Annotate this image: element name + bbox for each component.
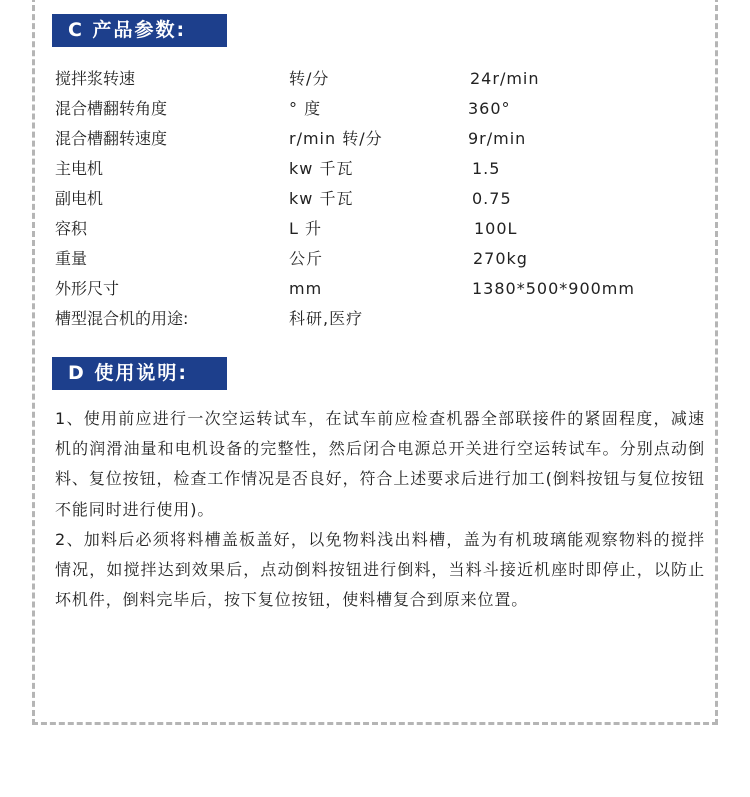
param-row xyxy=(55,274,705,304)
param-row xyxy=(55,304,705,334)
param-unit: ° 度 xyxy=(289,99,322,118)
section-title-instructions: D 使用说明: xyxy=(52,357,227,390)
param-name: 外形尺寸 xyxy=(55,279,120,298)
param-value: 9r/min xyxy=(468,129,527,148)
param-row xyxy=(55,94,705,124)
param-row xyxy=(55,154,705,184)
param-row xyxy=(55,184,705,214)
param-unit: mm xyxy=(289,279,323,298)
param-unit: L 升 xyxy=(289,219,323,238)
instructions-text xyxy=(55,404,705,615)
param-value: 270kg xyxy=(473,249,528,268)
section-title-params: C 产品参数: xyxy=(52,14,227,47)
param-value: 24r/min xyxy=(470,69,540,88)
params-table xyxy=(55,64,705,334)
param-value: 100L xyxy=(474,219,518,238)
param-name: 重量 xyxy=(55,249,88,268)
param-unit: 科研,医疗 xyxy=(289,309,364,328)
param-name: 主电机 xyxy=(55,159,104,178)
param-value: 0.75 xyxy=(472,189,512,208)
instruction-paragraph-1: 1、使用前应进行一次空运转试车，在试车前应检查机器全部联接件的紧固程度，减速机的润滑油量和电机设备的完整性，然后闭合电源总开关进行空运转试车。分别点动倒料、复位按钮，检查工作情况是否良好，符合上述要求后进行加工(倒料按钮与复位按钮不能同时进行使用)。 xyxy=(55,409,705,519)
param-name: 槽型混合机的用途: xyxy=(55,309,189,328)
param-row xyxy=(55,244,705,274)
param-name: 副电机 xyxy=(55,189,104,208)
param-row xyxy=(55,214,705,244)
instruction-paragraph-2: 2、加料后必须将料槽盖板盖好，以免物料浅出料槽，盖为有机玻璃能观察物料的搅拌情况，如搅拌达到效果后，点动倒料按钮进行倒料，当料斗接近机座时即停止，以防止坏机件，倒料完毕后，按下复位按钮，使料槽复合到原来位置。 xyxy=(55,529,705,610)
param-value: 1.5 xyxy=(472,159,501,178)
param-name: 容积 xyxy=(55,219,88,238)
param-unit: kw 千瓦 xyxy=(289,189,354,208)
param-row xyxy=(55,124,705,154)
param-unit: 转/分 xyxy=(289,69,330,88)
param-name: 混合槽翻转角度 xyxy=(55,99,168,118)
param-value: 1380*500*900mm xyxy=(472,279,635,298)
param-unit: 公斤 xyxy=(289,249,324,268)
param-unit: r/min 转/分 xyxy=(289,129,383,148)
param-name: 混合槽翻转速度 xyxy=(55,129,168,148)
param-value: 360° xyxy=(468,99,511,118)
param-unit: kw 千瓦 xyxy=(289,159,354,178)
param-name: 搅拌浆转速 xyxy=(55,69,136,88)
param-row xyxy=(55,64,705,94)
